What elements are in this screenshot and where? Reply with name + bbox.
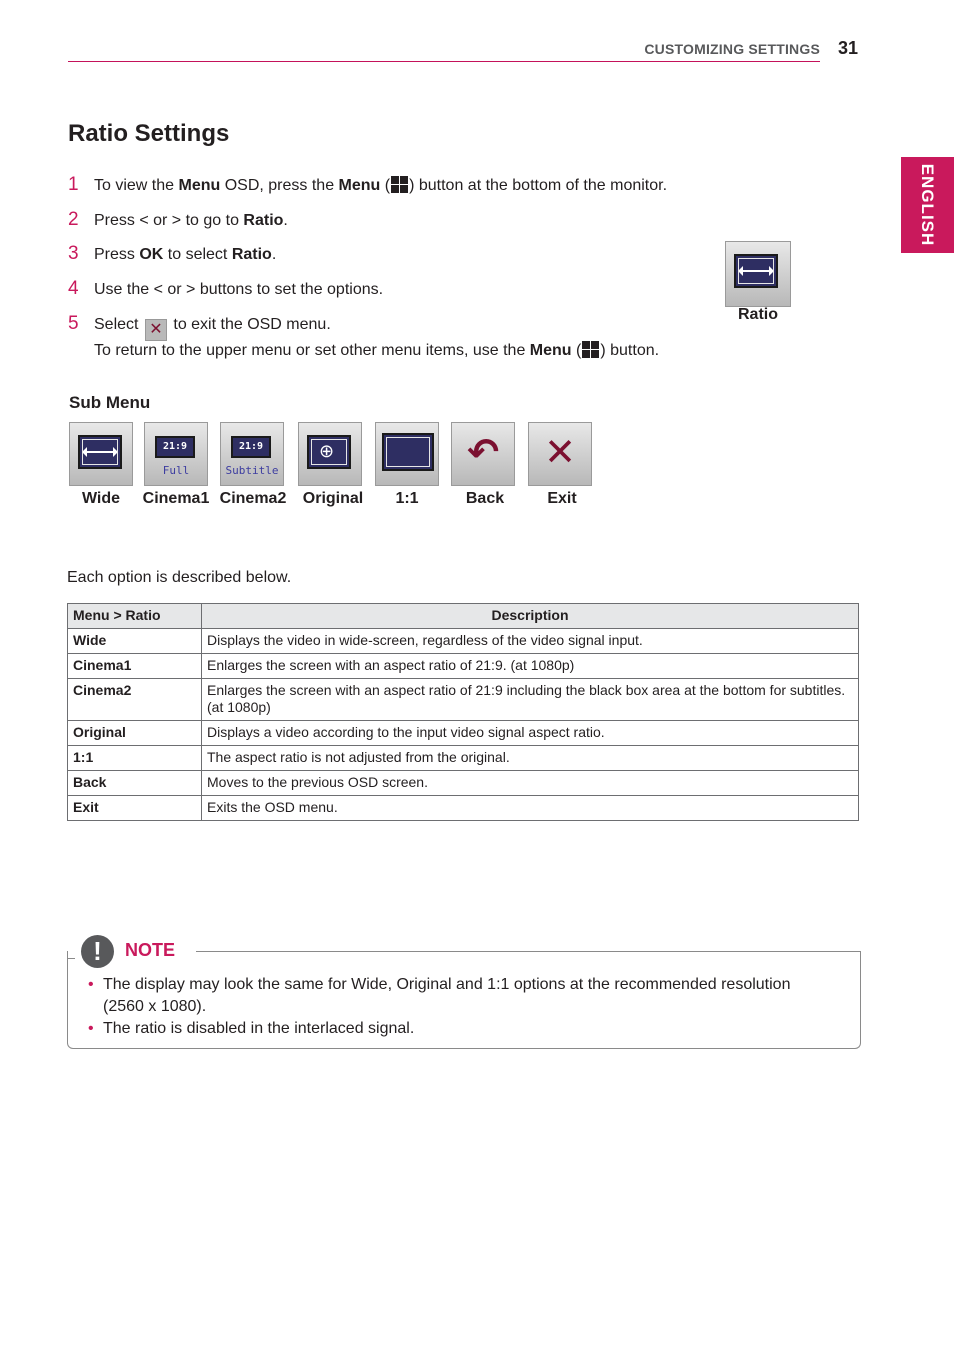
step-text: .: [271, 246, 277, 263]
step-5: [68, 313, 331, 341]
note-divider: [196, 951, 861, 952]
option-name: Back: [68, 771, 202, 796]
option-name: Exit: [68, 796, 202, 821]
step-text: (: [571, 342, 582, 359]
step-text: OSD, press the: [220, 177, 339, 194]
table-row: [68, 771, 859, 796]
note-title: NOTE: [125, 940, 176, 960]
step-keyword: Menu: [338, 177, 381, 194]
step-number: 5: [68, 313, 79, 334]
back-icon: ↶: [451, 422, 515, 486]
page-number: 31: [838, 38, 859, 58]
sub-menu-label-cinema1: Cinema1: [142, 490, 210, 507]
step-text: to select: [163, 246, 232, 263]
step-text: to exit the OSD menu.: [168, 316, 331, 333]
step-text: Select: [94, 316, 143, 333]
page-title: Ratio Settings: [68, 120, 230, 147]
sub-menu-label-exit: Exit: [547, 490, 577, 507]
step-text: Press < or > to go to: [94, 212, 244, 229]
sub-menu-label-cinema2: Cinema2: [219, 490, 287, 507]
option-description: Moves to the previous OSD screen.: [202, 771, 859, 796]
table-row: [68, 679, 859, 721]
step-keyword: OK: [139, 246, 164, 263]
step-text: To view the: [94, 177, 179, 194]
menu-button-icon: [582, 341, 599, 358]
step-5-detail: [94, 341, 659, 360]
option-description: Exits the OSD menu.: [202, 796, 859, 821]
option-description: Enlarges the screen with an aspect ratio of 21:9 including the black box area at the bottom for subtitles. (at 1080p): [202, 679, 859, 721]
step-text: Use the < or > buttons to set the options.: [94, 281, 384, 298]
column-header: Description: [202, 604, 859, 629]
cinema2-icon: [220, 422, 284, 486]
option-name: 1:1: [68, 746, 202, 771]
option-name: Wide: [68, 629, 202, 654]
original-icon: ⊕: [298, 422, 362, 486]
step-number: 2: [68, 209, 79, 230]
cinema1-caption: Full: [162, 464, 190, 477]
sub-menu-title: Sub Menu: [69, 393, 151, 412]
ratio-icon: [725, 241, 791, 307]
bullet-icon: •: [88, 976, 94, 993]
bullet-icon: •: [88, 1020, 94, 1037]
menu-button-icon: [391, 176, 408, 193]
table-row: [68, 796, 859, 821]
note-item: [88, 1018, 828, 1040]
step-text: ) button.: [600, 342, 660, 359]
sub-menu-label-wide: Wide: [81, 490, 121, 507]
note-text: The ratio is disabled in the interlaced signal.: [103, 1020, 415, 1037]
exit-icon: ✕: [528, 422, 592, 486]
close-icon: ✕: [145, 319, 167, 341]
option-description: Enlarges the screen with an aspect ratio of 21:9. (at 1080p): [202, 654, 859, 679]
step-text: ) button at the bottom of the monitor.: [409, 177, 668, 194]
exclamation-icon: !: [81, 935, 114, 968]
step-keyword: Menu: [178, 177, 221, 194]
cinema1-badge: 21:9: [155, 436, 195, 458]
intro-text: Each option is described below.: [67, 569, 292, 586]
cinema2-badge: 21:9: [231, 436, 271, 458]
table-row: [68, 629, 859, 654]
section-title: CUSTOMIZING SETTINGS: [644, 41, 820, 57]
step-text: (: [380, 177, 391, 194]
sub-menu-label-back: Back: [465, 490, 505, 507]
table-row: [68, 746, 859, 771]
step-keyword: Ratio: [231, 246, 272, 263]
step-2: [68, 209, 288, 231]
one-to-one-icon: [375, 422, 439, 486]
step-number: 1: [68, 174, 79, 195]
table-row: [68, 721, 859, 746]
step-keyword: Ratio: [243, 212, 284, 229]
option-name: Cinema2: [68, 679, 202, 721]
ratio-options-table: [67, 603, 859, 821]
cinema1-icon: [144, 422, 208, 486]
step-3: [68, 243, 276, 265]
option-name: Original: [68, 721, 202, 746]
table-header-row: [68, 604, 859, 629]
option-description: Displays the video in wide-screen, regardless of the video signal input.: [202, 629, 859, 654]
language-tab: [901, 157, 954, 253]
step-text: .: [283, 212, 288, 229]
sub-menu-label-original: Original: [302, 490, 364, 507]
step-number: 4: [68, 278, 79, 299]
step-text: Press: [94, 246, 140, 263]
table-row: [68, 654, 859, 679]
cinema2-caption: Subtitle: [225, 464, 279, 477]
note-divider: [67, 958, 75, 959]
wide-icon: [69, 422, 133, 486]
header-rule: [68, 61, 820, 62]
note-text: The display may look the same for Wide, Original and 1:1 options at the recommended resolution (2560 x 1080).: [103, 976, 791, 1015]
step-keyword: Menu: [529, 342, 572, 359]
language-label: ENGLISH: [918, 163, 937, 247]
step-text: To return to the upper menu or set other menu items, use the: [94, 342, 530, 359]
column-header: Menu > Ratio: [68, 604, 202, 629]
step-number: 3: [68, 243, 79, 264]
option-name: Cinema1: [68, 654, 202, 679]
sub-menu-label-1-1: 1:1: [395, 490, 419, 507]
option-description: Displays a video according to the input video signal aspect ratio.: [202, 721, 859, 746]
option-description: The aspect ratio is not adjusted from the original.: [202, 746, 859, 771]
note-item: [88, 974, 828, 1018]
ratio-label: Ratio: [738, 306, 778, 323]
step-1: [68, 174, 667, 196]
step-4: [68, 278, 383, 300]
